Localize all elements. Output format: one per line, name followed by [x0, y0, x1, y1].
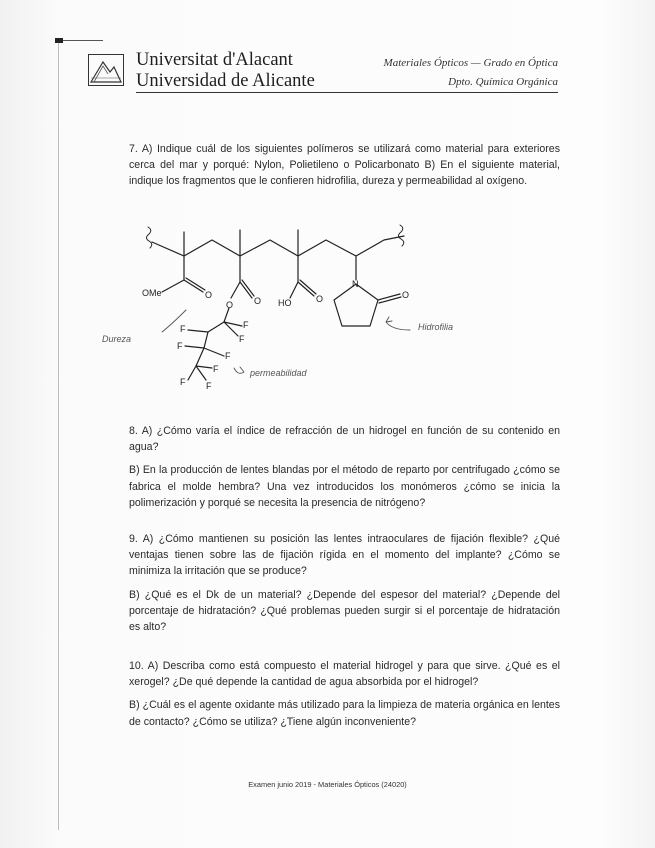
label-f-6: F [180, 377, 186, 387]
page-footer: Examen junio 2019 - Materiales Ópticos (24020) [248, 780, 407, 789]
question-8a-text: 8. A) ¿Cómo varía el índice de refracción de un hidrogel en función de su contenido en agua? [129, 425, 560, 454]
question-10b-text: B) ¿Cuál es el agente oxidante más utilizado para la limpieza de materia orgánica en lentes de contacto? ¿Cómo se utiliza? ¿Tiene algún inconveniente? [129, 699, 560, 728]
label-f-1: F [243, 320, 249, 330]
label-ho: HO [278, 298, 292, 308]
label-n: N [352, 279, 359, 289]
university-name [136, 50, 315, 92]
wavy-bond-right [399, 225, 404, 246]
label-o-carbonyl-1: O [205, 290, 213, 300]
scan-mark [55, 38, 63, 43]
polymer-structure-diagram [88, 218, 528, 408]
label-f-3: F [239, 334, 245, 344]
wavy-bond-left [147, 227, 152, 248]
label-f-4: F [177, 341, 183, 351]
university-name-ca: Universitat d'Alacant [136, 50, 293, 70]
question-7 [129, 141, 560, 197]
question-9b-text: B) ¿Qué es el Dk de un material? ¿Depende del espesor del material? ¿Depende del porcentaje de hidratación? ¿Qué problemas pueden surgir si el porcentaje de hidratación es alto? [129, 588, 560, 634]
label-f-2: F [180, 324, 186, 334]
course-name: Materiales Ópticos — Grado en Óptica [383, 57, 558, 69]
label-o-ester-2: O [226, 300, 234, 310]
handwritten-hidrofilia: Hidrofilia [418, 322, 454, 332]
question-8b-text: B) En la producción de lentes blandas por el método de reparto por centrifugado ¿cómo se fabrica el molde hembra? Una vez introducidos los monómeros ¿cómo se inicia la polimerización y porqué se necesita la presencia de nitrógeno? [129, 464, 560, 509]
backbone [152, 236, 404, 256]
department-name: Dpto. Química Orgánica [448, 76, 558, 88]
question-9a-text: 9. A) ¿Cómo mantienen su posición las lentes intraoculares de fijación flexible? ¿Qué ventajas tienen sobre las de fijación rígida en el momento del implante? ¿Cómo se minimiza la irritación que se produce? [129, 533, 560, 578]
question-10a-text: 10. A) Describa como está compuesto el material hidrogel y para que sirve. ¿Qué es el xerogel? ¿De qué depende la cantidad de agua absorbida por el hidrogel? [129, 660, 560, 689]
permeabilidad-arrow [234, 367, 244, 373]
question-9 [129, 531, 560, 642]
label-f-5: F [225, 351, 231, 361]
label-o-carbonyl-4: O [402, 290, 410, 300]
question-8 [129, 423, 560, 518]
label-f-8: F [213, 364, 219, 374]
label-f-7: F [206, 381, 212, 391]
hidrofilia-arrow [386, 317, 410, 330]
university-name-es: Universidad de Alicante [136, 71, 315, 91]
university-logo [88, 54, 124, 86]
page-header [88, 50, 568, 98]
pyrrolidone-ring [334, 284, 378, 326]
course-info [384, 54, 558, 92]
scan-edge [58, 40, 59, 830]
label-o-carbonyl-2: O [254, 296, 262, 306]
label-ome: OMe [142, 288, 162, 298]
header-rule [136, 92, 558, 93]
label-o-carbonyl-3: O [316, 294, 324, 304]
scan-mark-line [63, 40, 103, 41]
question-10 [129, 658, 560, 737]
handwritten-permeabilidad: permeabilidad [250, 368, 307, 378]
question-7-text: 7. A) Indique cuál de los siguientes polímeros se utilizará como material para exteriores cerca del mar y porqué: Nylon, Polietileno o Policarbonato B) En el siguiente material, indique los fragmentos que le confieren hidrofilia, dureza y permeabilidad al oxígeno. [129, 143, 560, 188]
handwritten-dureza: Dureza [102, 334, 132, 344]
